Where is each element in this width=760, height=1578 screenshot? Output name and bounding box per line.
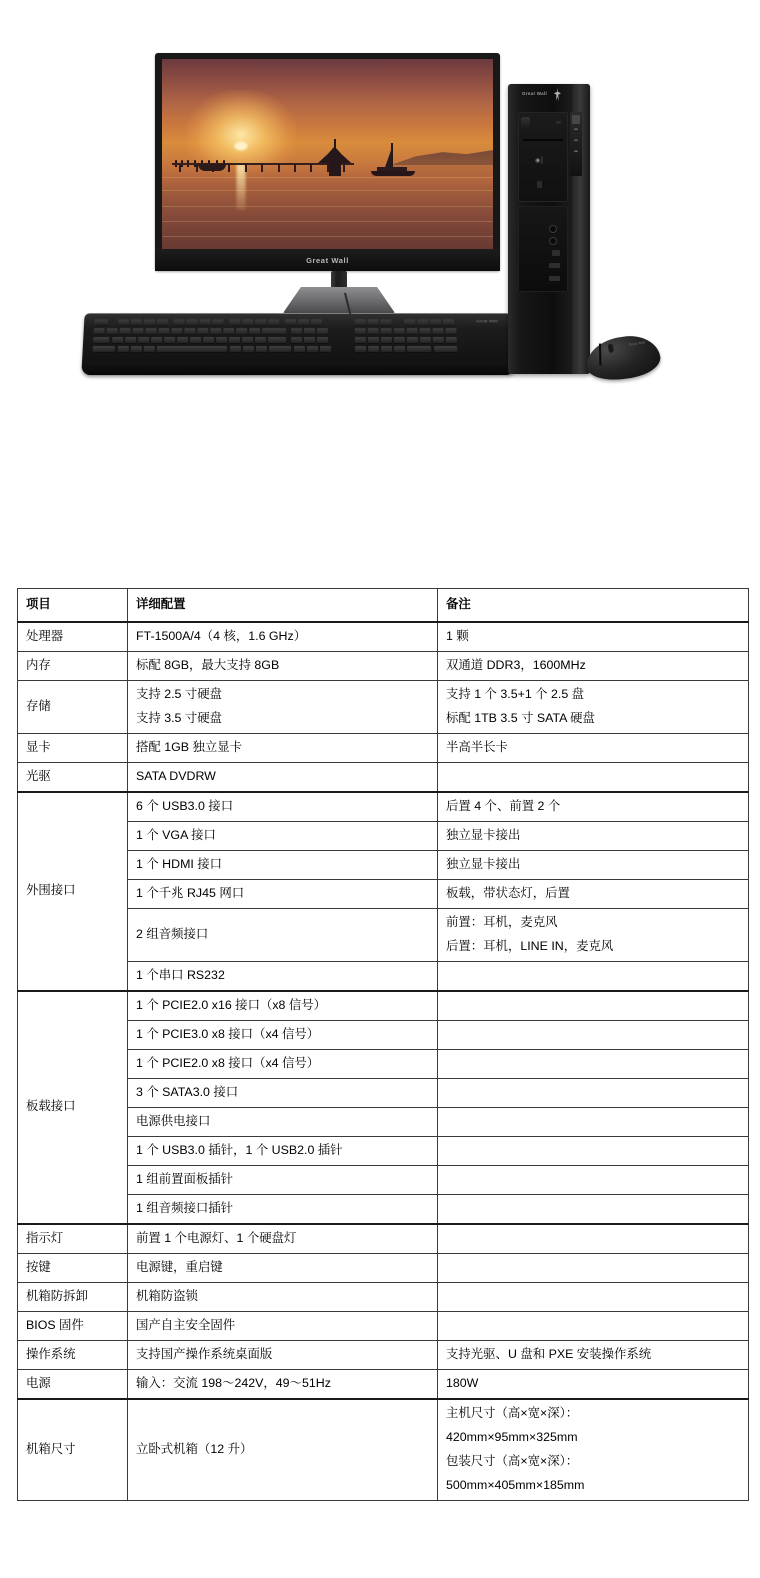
row-detail: 输入：交流 198～242V，49～51Hz xyxy=(128,1369,438,1398)
header-item: 项目 xyxy=(18,589,128,622)
table-row xyxy=(18,879,749,908)
microphone-jack-icon xyxy=(549,237,557,245)
headphone-jack-icon xyxy=(549,225,557,233)
table-row xyxy=(18,680,749,733)
usb-port-icon-1 xyxy=(549,263,560,268)
sun-icon xyxy=(235,142,248,151)
keyboard-brand-label: Great Wall xyxy=(476,318,498,324)
front-badge-strip: ■■ ■■ ■■ xyxy=(570,112,582,176)
row-note xyxy=(438,1253,749,1282)
front-io-panel xyxy=(518,206,568,292)
row-note xyxy=(438,961,749,990)
table-row xyxy=(18,792,749,821)
row-note xyxy=(438,762,749,791)
row-note-line: 主机尺寸（高×宽×深）： xyxy=(446,1405,579,1420)
row-detail: 支持国产操作系统桌面版 xyxy=(128,1340,438,1369)
row-detail: 1 个 VGA 接口 xyxy=(128,821,438,850)
row-detail: 1 个 PCIE2.0 x8 接口（x4 信号） xyxy=(128,1049,438,1078)
row-note xyxy=(438,1136,749,1165)
front-port-icon xyxy=(552,250,560,256)
row-note xyxy=(438,680,749,733)
row-note xyxy=(438,1194,749,1223)
row-detail-line: 支持 3.5 寸硬盘 xyxy=(136,710,223,725)
monitor-screen xyxy=(162,59,493,249)
row-note: 半高半长卡 xyxy=(438,733,749,762)
table-row xyxy=(18,1369,749,1398)
keyboard-keys xyxy=(93,319,504,353)
table-row xyxy=(18,1107,749,1136)
row-note-line: 标配 1TB 3.5 寸 SATA 硬盘 xyxy=(446,710,595,725)
table-row xyxy=(18,1253,749,1282)
table-row xyxy=(18,1078,749,1107)
header-detail: 详细配置 xyxy=(128,589,438,622)
row-detail: FT-1500A/4（4 核，1.6 GHz） xyxy=(128,622,438,651)
row-note xyxy=(438,1311,749,1340)
row-item: 内存 xyxy=(18,651,128,680)
row-item: BIOS 固件 xyxy=(18,1311,128,1340)
optical-drive-bay xyxy=(518,112,568,202)
row-detail: SATA DVDRW xyxy=(128,762,438,791)
table-row xyxy=(18,908,749,961)
tower-brand-label: Great Wall xyxy=(522,91,548,96)
row-note: 180W xyxy=(438,1369,749,1398)
row-note xyxy=(438,1020,749,1049)
row-detail: 电源键，重启键 xyxy=(128,1253,438,1282)
row-item: 机箱防拆卸 xyxy=(18,1282,128,1311)
pagoda-silhouette xyxy=(318,146,352,176)
row-note xyxy=(438,1282,749,1311)
monitor-bezel xyxy=(155,249,500,271)
table-row xyxy=(18,1194,749,1223)
row-detail: 2 组音频接口 xyxy=(128,908,438,961)
keyboard xyxy=(81,313,514,375)
row-detail xyxy=(128,680,438,733)
row-item: 指示灯 xyxy=(18,1224,128,1253)
row-note: 后置 4 个、前置 2 个 xyxy=(438,792,749,821)
row-detail: 电源供电接口 xyxy=(128,1107,438,1136)
mouse-brand-label: Great Wall xyxy=(628,340,646,347)
power-button-icon xyxy=(521,117,530,129)
row-note-line: 420mm×95mm×325mm xyxy=(446,1429,578,1444)
mouse-scroll-wheel xyxy=(608,343,614,353)
row-note: 独立显卡接出 xyxy=(438,850,749,879)
table-row xyxy=(18,850,749,879)
tower-pc xyxy=(508,84,590,374)
usb-port-icon-2 xyxy=(549,276,560,281)
row-note: 双通道 DDR3，1600MHz xyxy=(438,651,749,680)
table-header-row xyxy=(18,589,749,622)
table-row xyxy=(18,1340,749,1369)
row-detail: 6 个 USB3.0 接口 xyxy=(128,792,438,821)
row-note-line: 后置：耳机，LINE IN，麦克风 xyxy=(446,938,614,953)
table-row xyxy=(18,1224,749,1253)
row-note-line: 包装尺寸（高×宽×深）： xyxy=(446,1453,579,1468)
table-row xyxy=(18,961,749,990)
row-detail: 标配 8GB，最大支持 8GB xyxy=(128,651,438,680)
row-item: 处理器 xyxy=(18,622,128,651)
row-note xyxy=(438,1399,749,1500)
disc-icon: ◉│ xyxy=(535,158,544,164)
monitor-brand-label: Great Wall xyxy=(306,255,349,265)
row-item-onboard: 板载接口 xyxy=(18,991,128,1224)
dinghy xyxy=(198,164,226,171)
row-note xyxy=(438,991,749,1020)
table-row xyxy=(18,651,749,680)
row-item: 光驱 xyxy=(18,762,128,791)
row-detail: 1 个 PCIE3.0 x8 接口（x4 信号） xyxy=(128,1020,438,1049)
row-note xyxy=(438,1224,749,1253)
optical-drive-slot xyxy=(523,139,563,141)
row-note-line: 500mm×405mm×185mm xyxy=(446,1477,585,1492)
row-item: 电源 xyxy=(18,1369,128,1398)
table-row xyxy=(18,1399,749,1500)
row-detail-line: 支持 2.5 寸硬盘 xyxy=(136,686,223,701)
monitor-stand-base xyxy=(283,287,395,313)
row-note: 板载，带状态灯，后置 xyxy=(438,879,749,908)
row-note-line: 支持 1 个 3.5+1 个 2.5 盘 xyxy=(446,686,585,701)
row-item: 机箱尺寸 xyxy=(18,1399,128,1500)
row-note xyxy=(438,1049,749,1078)
row-note: 支持光驱、U 盘和 PXE 安装操作系统 xyxy=(438,1340,749,1369)
monitor xyxy=(155,53,500,271)
great-wall-logo-icon xyxy=(554,88,561,101)
table-row xyxy=(18,1049,749,1078)
row-detail: 1 个 PCIE2.0 x16 接口（x8 信号） xyxy=(128,991,438,1020)
table-body xyxy=(18,622,749,1500)
mouse-button-split xyxy=(599,344,601,366)
sailboat-silhouette xyxy=(367,143,419,179)
row-note xyxy=(438,1165,749,1194)
row-item: 显卡 xyxy=(18,733,128,762)
row-detail: 1 个串口 RS232 xyxy=(128,961,438,990)
table-row xyxy=(18,733,749,762)
header-note: 备注 xyxy=(438,589,749,622)
table-row xyxy=(18,1165,749,1194)
badge-icon xyxy=(572,115,580,124)
row-detail: 1 个千兆 RJ45 网口 xyxy=(128,879,438,908)
drive-led-icon xyxy=(537,181,542,188)
row-detail: 立卧式机箱（12 升） xyxy=(128,1399,438,1500)
mouse xyxy=(583,331,663,384)
table-row xyxy=(18,991,749,1020)
table-row xyxy=(18,1020,749,1049)
row-note-line: 前置：耳机，麦克风 xyxy=(446,914,558,929)
table-row xyxy=(18,762,749,791)
row-detail: 国产自主安全固件 xyxy=(128,1311,438,1340)
row-item-peripheral: 外围接口 xyxy=(18,792,128,991)
keyboard-palm-rest xyxy=(81,361,514,375)
table-row xyxy=(18,622,749,651)
eject-button-icon xyxy=(556,121,561,124)
row-item: 操作系统 xyxy=(18,1340,128,1369)
table-header xyxy=(18,589,749,622)
row-note: 独立显卡接出 xyxy=(438,821,749,850)
table-row xyxy=(18,821,749,850)
row-detail: 1 个 USB3.0 插针，1 个 USB2.0 插针 xyxy=(128,1136,438,1165)
row-note: 1 颗 xyxy=(438,622,749,651)
row-item: 按键 xyxy=(18,1253,128,1282)
row-detail: 机箱防盗锁 xyxy=(128,1282,438,1311)
row-detail: 3 个 SATA3.0 接口 xyxy=(128,1078,438,1107)
water-surface xyxy=(162,165,493,249)
table-row xyxy=(18,1311,749,1340)
row-detail: 1 组前置面板插针 xyxy=(128,1165,438,1194)
table-row xyxy=(18,1136,749,1165)
row-note xyxy=(438,908,749,961)
row-detail: 1 个 HDMI 接口 xyxy=(128,850,438,879)
row-detail: 搭配 1GB 独立显卡 xyxy=(128,733,438,762)
table-row xyxy=(18,1282,749,1311)
row-note xyxy=(438,1078,749,1107)
row-item: 存储 xyxy=(18,680,128,733)
row-detail: 1 组音频接口插针 xyxy=(128,1194,438,1223)
row-detail: 前置 1 个电源灯、1 个硬盘灯 xyxy=(128,1224,438,1253)
product-photo xyxy=(0,0,760,420)
specification-table xyxy=(17,588,749,1501)
row-note xyxy=(438,1107,749,1136)
